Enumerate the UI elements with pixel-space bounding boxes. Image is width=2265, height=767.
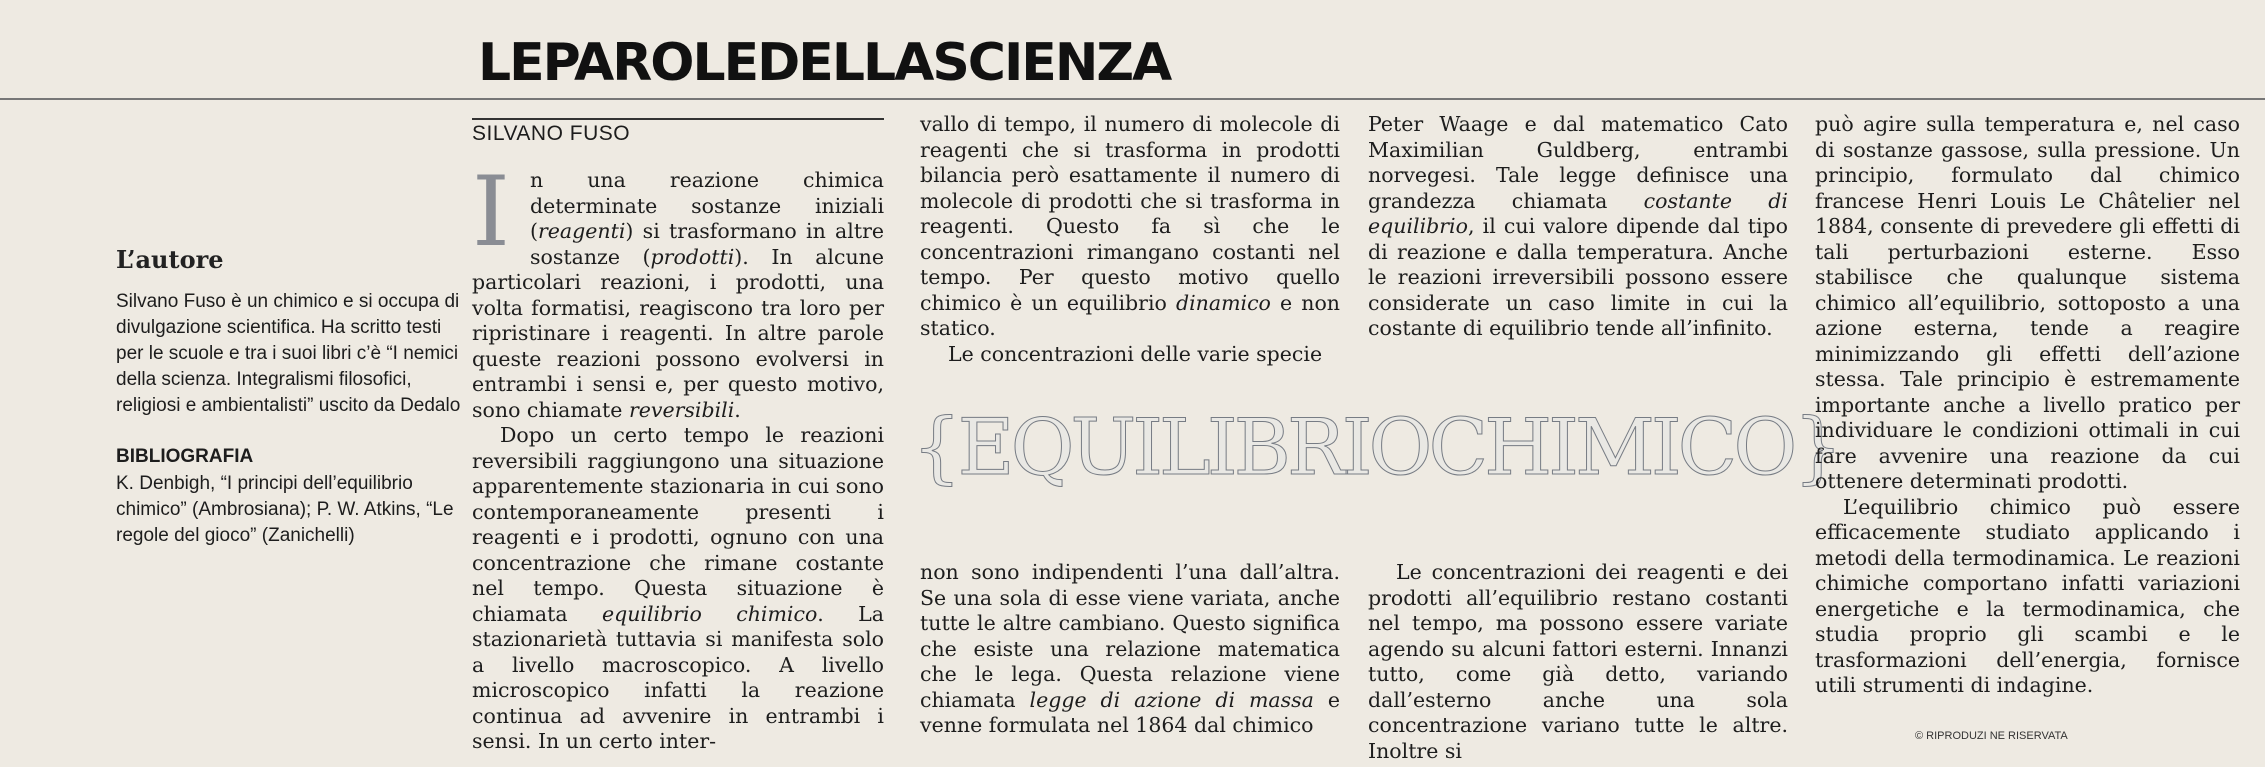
text-run: vallo di tempo, il numero di molecole di reagenti che si trasforma in prodotti bilancia però esattamente il numero di molecole di prodotti che si trasforma in reagenti. Questo fa sì che le concentrazioni rimangano costanti nel tempo. Per questo motivo quello chimico è un equilibrio	[920, 112, 1340, 315]
italic-term: reagenti	[538, 219, 626, 243]
text-run: , il cui valore dipende dal tipo di reazione e dalla temperatura. Anche le reazioni irreversibili possono essere considerate un caso limite in cui la costante di equilibrio tende all’infinito.	[1368, 214, 1788, 340]
text-run: e venne formulata nel 1864 dal chimico	[920, 687, 1340, 737]
byline-rule	[472, 118, 884, 120]
paragraph	[472, 156, 884, 423]
article-column-1	[472, 156, 884, 755]
italic-term: dinamico	[1175, 290, 1271, 315]
byline: SILVANO FUSO	[472, 122, 631, 145]
text-run: Peter Waage e dal matematico Cato Maximilian Guldberg, entrambi norvegesi. Tale legge definisce una grandezza chiamata	[1368, 112, 1788, 213]
paragraph: L’equilibrio chimico può essere efficacemente studiato applicando i metodi della termodinamica. Le reazioni chimiche comportano infatti variazioni energetiche e la termodinamica, che studia proprio gli scambi e le trasformazioni dell’energia, fornisce utili strumenti di indagine.	[1815, 494, 2240, 697]
header-divider	[0, 98, 2265, 100]
text-run: . La stazionarietà tuttavia si manifesta solo a livello macroscopico. A livello microscopico infatti la reazione continua ad avvenire in entrambi i sensi. In un certo inter-	[472, 601, 884, 753]
article-column-4	[1815, 112, 2240, 699]
paragraph	[1368, 112, 1788, 342]
italic-term: prodotti	[650, 244, 735, 269]
dropcap: I	[472, 156, 510, 268]
paragraph: può agire sulla temperatura e, nel caso di sostanze gassose, sulla pressione. Un principio, formulato dal chimico francese Henri Louis Le Châtelier nel 1884, consente di prevedere gli effetti di tali perturbazioni esterne. Esso stabilisce che qualunque sistema chimico all’equilibrio, sottoposto a una azione esterna, tende a reagire minimizzando gli effetti dell’azione stessa. Tale principio è estremamente importante anche a livello pratico per individuare le condizioni ottimali in cui fare avvenire una reazione da cui ottenere determinati prodotti.	[1815, 112, 2240, 493]
italic-term: costante di equilibrio	[1368, 188, 1788, 238]
feature-title: {EQUILIBRIOCHIMICO}	[912, 403, 1839, 493]
author-bio: Silvano Fuso è un chimico e si occupa di divulgazione scientifica. Ha scritto testi per le scuole e tra i suoi libri c’è “I nemici della scienza. Integralismi filosofici, religiosi e ambientalisti” uscito da Dedalo	[116, 291, 461, 416]
article-column-2-top	[920, 112, 1340, 367]
author-heading: L’autore	[116, 245, 224, 274]
paragraph	[920, 560, 1340, 739]
text-run: non sono indipendenti l’una dall’altra. Se una sola di esse viene variata, anche tutte le altre cambiano. Questo significa che esiste una relazione matematica che le lega. Questa relazione viene chiamata	[920, 560, 1340, 712]
text-run: Dopo un certo tempo le reazioni reversibili raggiungono una situazione apparentemente stazionaria in cui sono contemporaneamente presenti i reagenti e i prodotti, ognuno con una concentrazione che rimane costante nel tempo. Questa situazione è chiamata	[472, 423, 884, 626]
text-run: ) si trasformano in altre sostanze (	[530, 219, 884, 269]
italic-term: legge di azione di massa	[1029, 687, 1314, 712]
author-sidebar	[116, 245, 461, 549]
article-column-3-top	[1368, 112, 1788, 342]
bibliography-heading: BIBLIOGRAFIA	[116, 446, 254, 467]
text-run: e non statico.	[920, 290, 1340, 340]
text-run: n una reazione chimica determinate sostanze iniziali (	[530, 168, 884, 243]
paragraph: Le concentrazioni dei reagenti e dei prodotti all’equilibrio restano costanti nel tempo, ma possono essere variate agendo su alcuni fattori esterni. Innanzi tutto, come già detto, variando dall’esterno anche una sola concentrazione variano tutte le altre. Inoltre si	[1368, 560, 1788, 763]
article-column-3-bottom	[1368, 560, 1788, 764]
copyright-notice: © RIPRODUZI NE RISERVATA	[1915, 730, 2068, 742]
italic-term: reversibili	[628, 397, 735, 422]
paragraph	[472, 423, 884, 755]
paragraph: Le concentrazioni delle varie specie	[948, 341, 1323, 366]
article-column-2-bottom	[920, 560, 1340, 739]
text-run: .	[734, 397, 741, 422]
paragraph	[920, 112, 1340, 342]
italic-term: equilibrio chimico	[601, 601, 818, 626]
section-title: LEPAROLEDELLASCIENZA	[478, 33, 1171, 93]
text-run: ). In alcune particolari reazioni, i prodotti, una volta formatisi, reagiscono tra loro per ripristinare i reagenti. In altre parole queste reazioni possono evolversi in entrambi i sensi e, per questo motivo, sono chiamate	[472, 244, 884, 422]
bibliography-text: K. Denbigh, “I principi dell’equilibrio chimico” (Ambrosiana); P. W. Atkins, “Le regole del gioco” (Zanichelli)	[116, 473, 454, 546]
